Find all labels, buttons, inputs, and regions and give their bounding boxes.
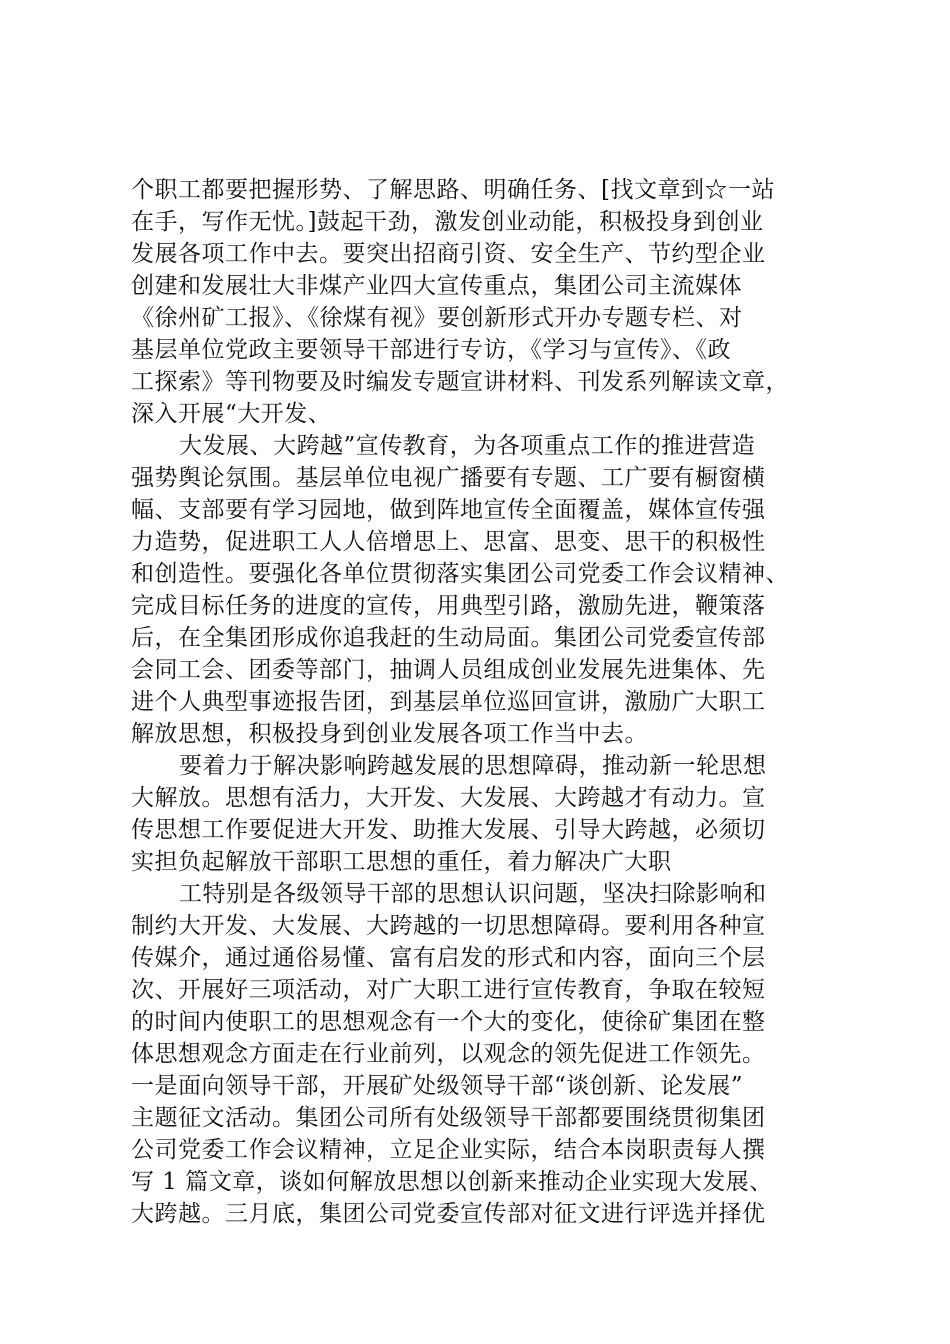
text-line: 个职工都要把握形势、了解思路、明确任务、[找文章到☆一站 — [131, 177, 775, 203]
text-line: 工探索》等刊物要及时编发专题宣讲材料、刊发系列解读文章， — [131, 369, 789, 395]
text-line: 实担负起解放干部职工思想的重任，着力解决广大职 — [131, 849, 672, 875]
paragraph — [131, 750, 831, 878]
text-line: 一是面向领导干部，开展矿处级领导干部“谈创新、论发展” — [131, 1073, 744, 1099]
text-line: 解放思想，积极投身到创业发展各项工作当中去。 — [131, 721, 648, 747]
text-line: 传思想工作要促进大开发、助推大发展、引导大跨越，必须切 — [131, 817, 766, 843]
text-line: 创建和发展壮大非煤产业四大宣传重点，集团公司主流媒体 — [131, 273, 742, 299]
paragraph — [131, 430, 831, 750]
document-body — [131, 174, 831, 1230]
text-line: 写 1 篇文章，谈如何解放思想以创新来推动企业实现大发展、 — [131, 1169, 773, 1195]
text-line: 和创造性。要强化各单位贯彻落实集团公司党委工作会议精神、 — [131, 561, 789, 587]
text-line: 后，在全集团形成你追我赶的生动局面。集团公司党委宣传部 — [131, 625, 766, 651]
text-line: 的时间内使职工的思想观念有一个大的变化，使徐矿集团在整 — [131, 1009, 766, 1035]
text-line: 次、开展好三项活动，对广大职工进行宣传教育，争取在较短 — [131, 977, 766, 1003]
text-line: 制约大开发、大发展、大跨越的一切思想障碍。要利用各种宣 — [131, 913, 766, 939]
text-line: 幅、支部要有学习园地，做到阵地宣传全面覆盖，媒体宣传强 — [131, 497, 766, 523]
paragraph — [131, 878, 831, 1230]
text-line: 要着力于解决影响跨越发展的思想障碍，推动新一轮思想 — [179, 753, 767, 779]
text-line: 发展各项工作中去。要突出招商引资、安全生产、节约型企业 — [131, 241, 766, 267]
text-line: 体思想观念方面走在行业前列，以观念的领先促进工作领先。 — [131, 1041, 766, 1067]
text-line: 基层单位党政主要领导干部进行专访，《学习与宣传》、《政 — [131, 337, 731, 363]
text-line: 大解放。思想有活力，大开发、大发展、大跨越才有动力。宣 — [131, 785, 766, 811]
text-line: 深入开展“大开发、 — [131, 401, 332, 427]
text-line: 传媒介，通过通俗易懂、富有启发的形式和内容，面向三个层 — [131, 945, 766, 971]
text-line: 完成目标任务的进度的宣传，用典型引路，激励先进，鞭策落 — [131, 593, 766, 619]
text-line: 大跨越。三月底，集团公司党委宣传部对征文进行评选并择优 — [131, 1201, 766, 1227]
text-line: 工特别是各级领导干部的思想认识问题，坚决扫除影响和 — [179, 881, 767, 907]
text-line: 主题征文活动。集团公司所有处级领导干部都要围绕贯彻集团 — [131, 1105, 766, 1131]
text-line: 力造势，促进职工人人倍增思上、思富、思变、思干的积极性 — [131, 529, 766, 555]
text-line: 进个人典型事迹报告团，到基层单位巡回宣讲，激励广大职工 — [131, 689, 766, 715]
text-line: 《徐州矿工报》、《徐煤有视》要创新形式开办专题专栏、对 — [131, 305, 743, 331]
text-line: 公司党委工作会议精神，立足企业实际，结合本岗职责每人撰 — [131, 1137, 766, 1163]
text-line: 强势舆论氛围。基层单位电视广播要有专题、工广要有橱窗横 — [131, 465, 766, 491]
text-line: 会同工会、团委等部门，抽调人员组成创业发展先进集体、先 — [131, 657, 766, 683]
paragraph — [131, 174, 831, 430]
text-line: 在手，写作无忧。]鼓起干劲，激发创业动能，积极投身到创业 — [131, 209, 764, 235]
text-line: 大发展、大跨越”宣传教育，为各项重点工作的推进营造 — [179, 433, 756, 459]
